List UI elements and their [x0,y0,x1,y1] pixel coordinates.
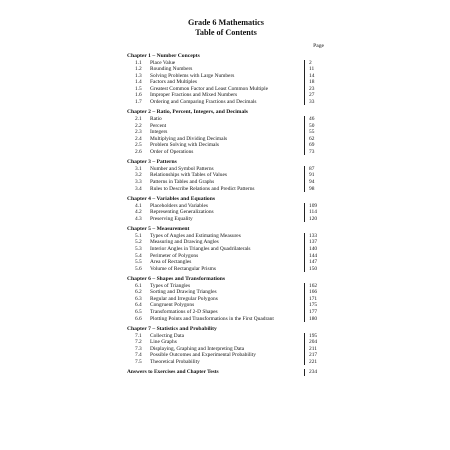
document-subtitle: Table of Contents [195,27,257,37]
entry-number: 4.2 [135,209,142,216]
chapter-title: Chapter 2 – Ratio, Percent, Integers, and Decimals [127,109,248,116]
entry-label: Percent [150,122,167,129]
entry-number: 3.2 [135,172,142,179]
entry-label: Sorting and Drawing Triangles [150,289,217,296]
entry-number: 4.3 [135,215,142,222]
entry-page: 144 [304,253,325,260]
entry-page: 11 [304,66,325,73]
entry-page: 62 [304,136,325,143]
entry-label: Improper Fractions and Mixed Numbers [150,92,238,99]
entry-label: Collecting Data [150,332,184,339]
entry-number: 1.5 [135,85,142,92]
entry-page: 162 [304,283,325,290]
entry-page: 147 [304,259,325,266]
toc-entry [127,99,325,106]
toc-entry [127,216,325,223]
entry-number: 7.1 [135,332,142,339]
entry-label: Solving Problems with Large Numbers [150,72,235,79]
entry-label: Types of Triangles [150,282,191,289]
entry-label: Line Graphs [150,339,177,346]
entry-number: 5.4 [135,252,142,259]
chapter-title: Chapter 3 – Patterns [127,159,177,166]
entry-label: Possible Outcomes and Experimental Probability [150,352,256,359]
chapter-title: Chapter 1 – Number Concepts [127,53,200,59]
chapter-entries [127,166,325,192]
entry-number: 2.2 [135,122,142,129]
entry-page: 55 [304,129,325,136]
entry-label: Ordering and Comparing Fractions and Decimals [150,98,257,105]
entry-number: 1.1 [135,59,142,66]
entry-page: 137 [304,239,325,246]
entry-page: 150 [304,266,325,273]
chapter-section [127,276,325,322]
entry-number: 5.1 [135,232,142,239]
entry-page: 2 [304,60,325,67]
entry-number: 3.3 [135,178,142,185]
chapter-title: Chapter 6 – Shapes and Transformations [127,276,226,283]
entry-number: 7.3 [135,345,142,352]
entry-page: 204 [304,339,325,346]
entry-page: 23 [304,86,325,93]
entry-page: 94 [304,179,325,186]
entry-page: 221 [304,359,325,366]
entry-label: Preserving Equality [150,215,193,222]
toc-page [127,18,325,376]
chapter-entries [127,283,325,322]
entry-number: 2.3 [135,129,142,136]
entry-page: 177 [304,309,325,316]
answers-page: 234 [304,369,325,376]
entry-page: 50 [304,123,325,130]
entry-label: Congruent Polygons [150,302,195,309]
entry-number: 7.4 [135,352,142,359]
chapter-title: Chapter 5 – Measurement [127,226,190,233]
entry-number: 6.6 [135,315,142,322]
entry-page: 46 [304,116,325,123]
entry-number: 2.1 [135,116,142,123]
entry-label: Patterns in Tables and Graphs [150,178,215,185]
entry-label: Ratio [150,116,162,123]
entry-label: Interior Angles in Triangles and Quadrilaterals [150,246,251,252]
entry-number: 7.5 [135,358,142,365]
entry-page: 14 [304,73,325,80]
entry-label: Representing Generalizations [150,209,214,216]
entry-label: Rules to Describe Relations and Predict Patterns [150,185,255,192]
entry-label: Number and Symbol Patterns [150,165,214,172]
toc-entry [127,266,325,273]
chapter-section [127,53,325,105]
toc-entry [127,186,325,193]
chapter-title: Chapter 4 – Variables and Equations [127,196,216,203]
chapter-entries [127,116,325,155]
toc-entry [127,359,325,366]
chapter-list [127,53,325,365]
entry-number: 2.4 [135,135,142,142]
entry-page: 69 [304,142,325,149]
entry-page: 211 [304,346,325,353]
entry-page: 140 [304,246,325,253]
entry-label: Displaying, Graphing and Interpreting Data [150,345,245,352]
entry-label: Integers [150,129,168,136]
entry-number: 4.1 [135,202,142,209]
entry-number: 2.5 [135,142,142,149]
chapter-section [127,109,325,155]
entry-page: 175 [304,302,325,309]
entry-label: Greatest Common Factor and Least Common Multiple [150,85,268,92]
entry-page: 133 [304,233,325,240]
entry-label: Rounding Numbers [150,66,193,73]
chapter-title: Chapter 7 – Statistics and Probability [127,326,217,333]
entry-label: Order of Operations [150,148,194,155]
entry-page: 217 [304,352,325,359]
toc-entry [127,316,325,323]
entry-label: Theoretical Probability [150,358,200,365]
document-title: Grade 6 Mathematics [188,18,264,27]
answers-entry [127,369,325,376]
entry-number: 3.1 [135,165,142,172]
entry-number: 5.6 [135,265,142,272]
entry-number: 5.3 [135,246,142,252]
entry-page: 73 [304,149,325,156]
answers-label: Answers to Exercises and Chapter Tests [127,369,219,376]
chapter-entries [127,203,325,223]
entry-number: 2.6 [135,148,142,155]
entry-page: 33 [304,99,325,106]
entry-number: 7.2 [135,339,142,346]
entry-number: 5.2 [135,239,142,246]
entry-number: 3.4 [135,185,142,192]
entry-label: Plotting Points and Transformations in the First Quadrant [150,315,274,322]
entry-label: Types of Angles and Estimating Measures [150,232,241,239]
entry-number: 1.4 [135,79,142,86]
entry-label: Transformations of 2-D Shapes [150,308,218,315]
chapter-section [127,196,325,222]
entry-number: 6.5 [135,308,142,315]
entry-page: 87 [304,166,325,173]
entry-label: Volume of Rectangular Prisms [150,265,216,272]
entry-label: Perimeter of Polygons [150,252,199,259]
entry-page: 180 [304,316,325,323]
entry-number: 1.7 [135,98,142,105]
entry-page: 114 [304,209,325,216]
chapter-section [127,159,325,192]
entry-number: 6.3 [135,295,142,302]
entry-label: Multiplying and Dividing Decimals [150,135,228,142]
entry-label: Placeholders and Variables [150,202,208,209]
page-column-header: Page [313,43,324,49]
entry-label: Factors and Multiples [150,79,198,86]
chapter-entries [127,233,325,272]
entry-number: 6.1 [135,282,142,289]
entry-label: Area of Rectangles [150,259,192,266]
chapter-section [127,226,325,272]
entry-page: 109 [304,203,325,210]
entry-page: 27 [304,92,325,99]
entry-page: 18 [304,79,325,86]
chapter-entries [127,333,325,366]
entry-page: 166 [304,289,325,296]
entry-page: 98 [304,186,325,193]
chapter-entries [127,60,325,106]
entry-number: 5.5 [135,259,142,266]
entry-page: 171 [304,296,325,303]
entry-number: 6.2 [135,289,142,296]
entry-label: Regular and Irregular Polygons [150,295,218,302]
chapter-section [127,326,325,365]
entry-label: Measuring and Drawing Angles [150,239,219,246]
entry-number: 1.6 [135,92,142,99]
entry-number: 6.4 [135,302,142,309]
toc-entry [127,149,325,156]
entry-label: Place Value [150,59,176,66]
entry-page: 91 [304,172,325,179]
entry-number: 1.3 [135,72,142,79]
entry-label: Problem Solving with Decimals [150,142,220,149]
entry-number: 1.2 [135,66,142,73]
entry-page: 120 [304,216,325,223]
entry-label: Relationships with Tables of Values [150,172,227,179]
entry-page: 195 [304,333,325,340]
